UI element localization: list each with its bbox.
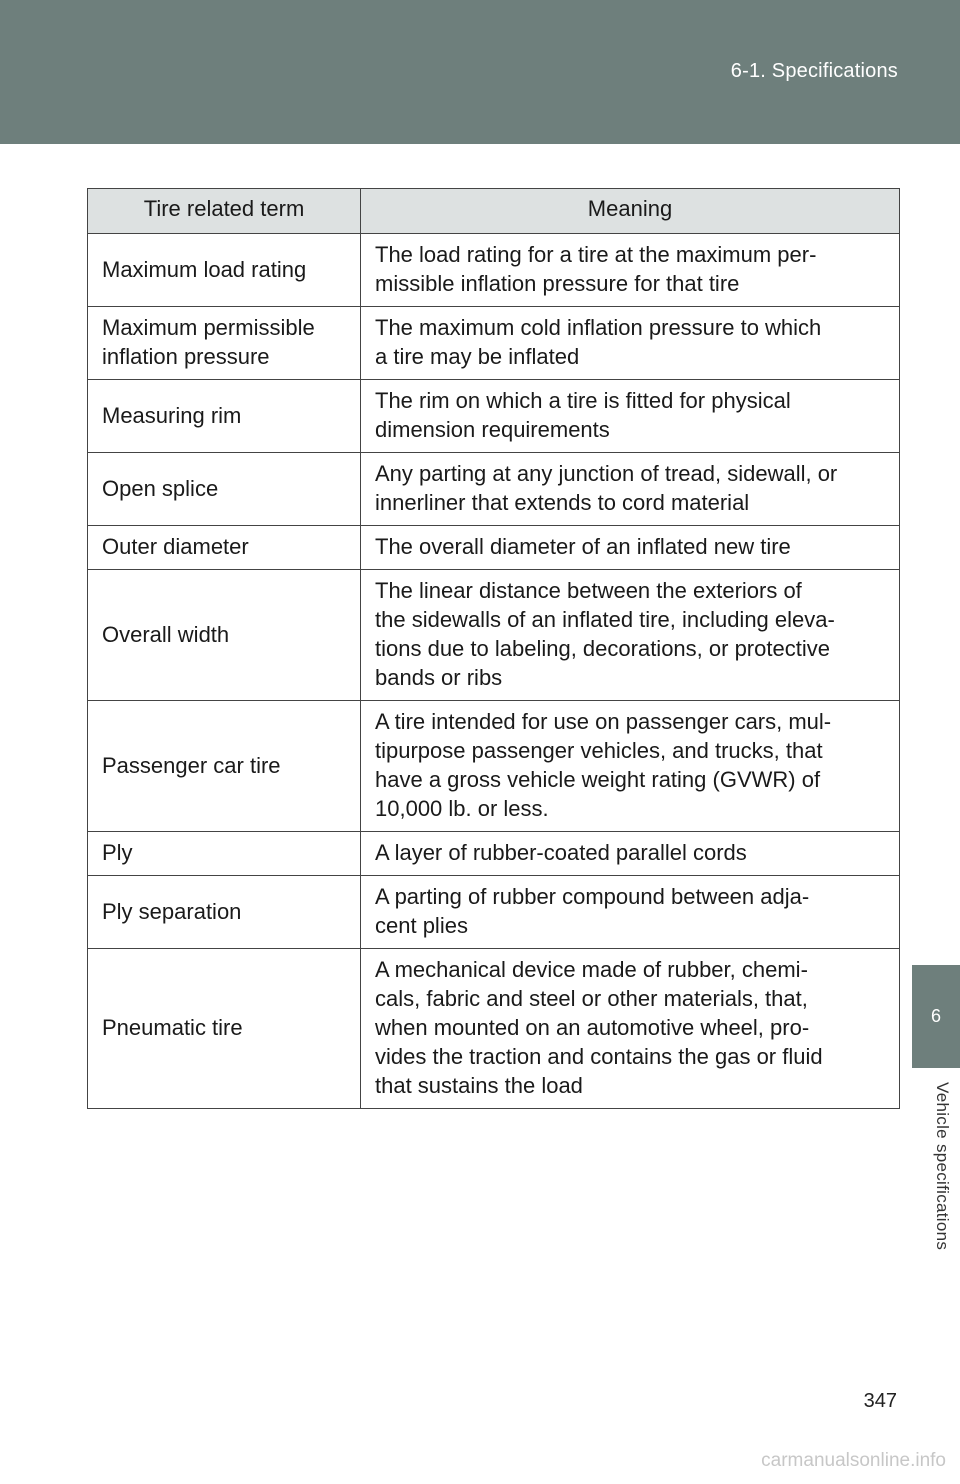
term-cell: Ply separation <box>88 876 361 949</box>
term-cell: Maximum load rating <box>88 234 361 307</box>
table-row <box>88 876 900 949</box>
meaning-cell: A tire intended for use on passenger cars, mul- tipurpose passenger vehicles, and trucks, that have a gross vehicle weight rating (GVWR) of 10,000 lb. or less. <box>361 701 900 832</box>
table-row <box>88 453 900 526</box>
table-row <box>88 949 900 1109</box>
meaning-cell: The load rating for a tire at the maximum per- missible inflation pressure for that tire <box>361 234 900 307</box>
column-header-meaning: Meaning <box>361 189 900 234</box>
meaning-cell: The linear distance between the exteriors of the sidewalls of an inflated tire, including eleva- tions due to labeling, decorations, or protective bands or ribs <box>361 570 900 701</box>
meaning-cell: A mechanical device made of rubber, chemi- cals, fabric and steel or other materials, that, when mounted on an automotive wheel, pro- vides the traction and contains the gas or fluid that sustains the load <box>361 949 900 1109</box>
table-row <box>88 701 900 832</box>
table-header-row <box>88 189 900 234</box>
chapter-label: Vehicle specifications <box>933 1082 952 1251</box>
term-cell: Maximum permissible inflation pressure <box>88 307 361 380</box>
term-cell: Open splice <box>88 453 361 526</box>
term-cell: Ply <box>88 832 361 876</box>
table-row <box>88 526 900 570</box>
term-cell: Outer diameter <box>88 526 361 570</box>
chapter-tab <box>912 965 960 1068</box>
column-header-term: Tire related term <box>88 189 361 234</box>
table-row <box>88 380 900 453</box>
page-number: 347 <box>863 1390 897 1412</box>
meaning-cell: The maximum cold inflation pressure to which a tire may be inflated <box>361 307 900 380</box>
chapter-number: 6 <box>930 1006 941 1026</box>
page-header <box>0 0 960 144</box>
table-row <box>88 234 900 307</box>
term-cell: Overall width <box>88 570 361 701</box>
table-row <box>88 832 900 876</box>
tire-terms-table <box>87 188 900 1109</box>
table-row <box>88 570 900 701</box>
meaning-cell: The rim on which a tire is fitted for physical dimension requirements <box>361 380 900 453</box>
table-row <box>88 307 900 380</box>
meaning-cell: A layer of rubber-coated parallel cords <box>361 832 900 876</box>
term-cell: Pneumatic tire <box>88 949 361 1109</box>
meaning-cell: Any parting at any junction of tread, sidewall, or innerliner that extends to cord material <box>361 453 900 526</box>
term-cell: Measuring rim <box>88 380 361 453</box>
meaning-cell: The overall diameter of an inflated new tire <box>361 526 900 570</box>
term-cell: Passenger car tire <box>88 701 361 832</box>
table-body <box>88 234 900 1109</box>
meaning-cell: A parting of rubber compound between adja- cent plies <box>361 876 900 949</box>
watermark: carmanualsonline.info <box>761 1450 946 1471</box>
section-title: 6-1. Specifications <box>730 60 898 82</box>
